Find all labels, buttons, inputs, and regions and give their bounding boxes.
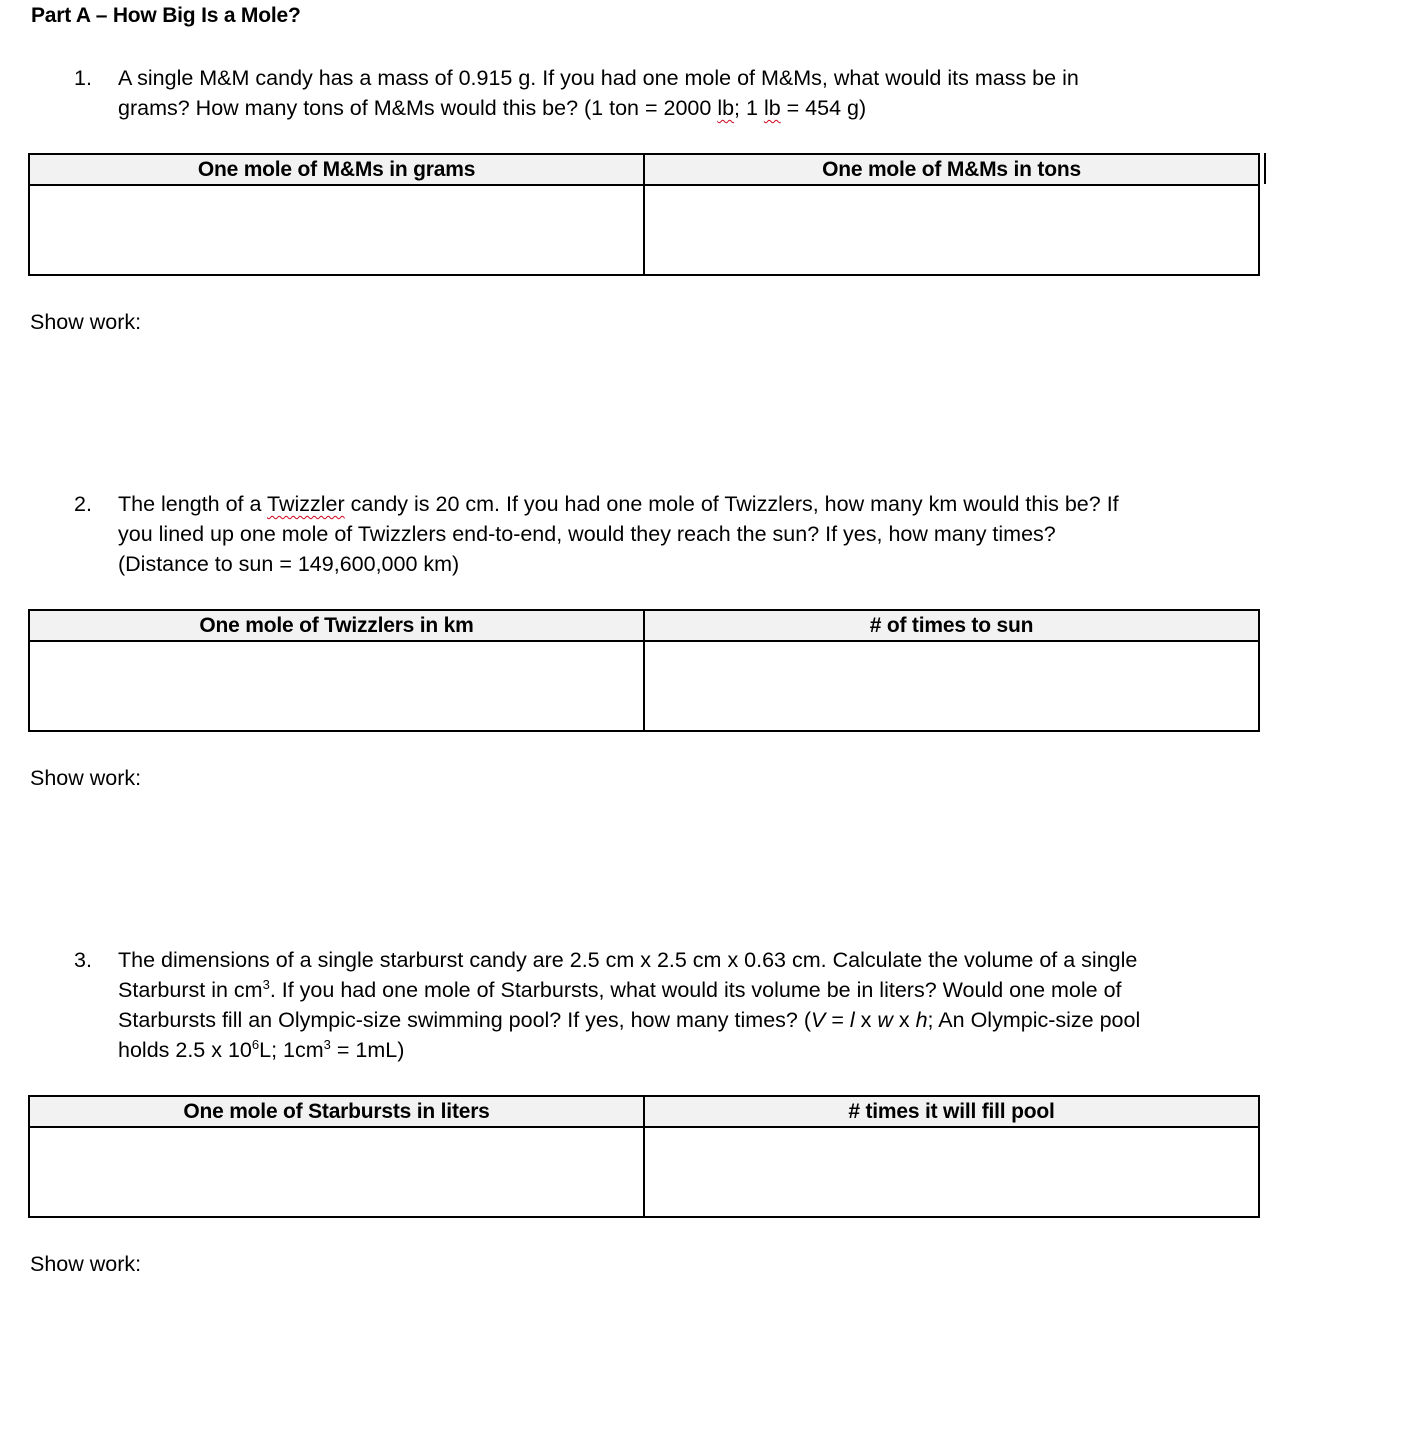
text-run: Starburst in cm — [118, 978, 263, 1002]
answer-table-2 — [28, 609, 1260, 732]
question-text — [118, 945, 1274, 1065]
show-work-label: Show work: — [30, 310, 142, 334]
formula-var: h — [915, 1008, 928, 1032]
superscript: 6 — [251, 1037, 260, 1052]
table-header-cell: # times it will fill pool — [644, 1096, 1259, 1127]
question-line — [118, 1005, 1274, 1035]
superscript: 3 — [323, 1037, 331, 1052]
text-run: Starbursts fill an Olympic-size swimming pool? If yes, how many times? ( — [118, 1008, 811, 1032]
text-run: x — [892, 1008, 916, 1032]
text-run: = 1mL) — [330, 1038, 405, 1062]
superscript: 3 — [262, 977, 270, 992]
question-text — [118, 489, 1274, 579]
question-number: 1. — [74, 66, 92, 90]
text-run: candy is 20 cm. If you had one mole of Twizzlers, how many km would this be? If — [344, 492, 1119, 516]
spellcheck-word: lb — [717, 96, 735, 120]
question-3 — [74, 945, 1274, 1065]
question-number: 2. — [74, 492, 92, 516]
spellcheck-word: lb — [763, 96, 781, 120]
formula-var: w — [877, 1008, 893, 1032]
answer-cell-grams[interactable] — [29, 185, 644, 275]
text-run: = 454 g) — [780, 96, 867, 120]
show-work-label: Show work: — [30, 766, 142, 790]
text-run: ; 1 — [734, 96, 764, 120]
question-line — [118, 489, 1274, 519]
question-line: you lined up one mole of Twizzlers end-to-end, would they reach the sun? If yes, how many times? — [118, 522, 1056, 546]
formula-var: l — [849, 1008, 855, 1032]
question-1 — [74, 63, 1274, 123]
question-line — [118, 975, 1274, 1005]
question-line: The dimensions of a single starburst candy are 2.5 cm x 2.5 cm x 0.63 cm. Calculate the volume of a single — [118, 948, 1138, 972]
text-run: ; An Olympic-size pool — [927, 1008, 1141, 1032]
spellcheck-word: Twizzler — [267, 492, 345, 516]
question-2 — [74, 489, 1274, 579]
answer-cell-times-fill-pool[interactable] — [644, 1127, 1259, 1217]
answer-table-1 — [28, 153, 1260, 276]
show-work-label: Show work: — [30, 1252, 142, 1276]
table-border-artifact — [1264, 153, 1266, 184]
answer-cell-km[interactable] — [29, 641, 644, 731]
text-run: . If you had one mole of Starbursts, what would its volume be in liters? Would one mole of — [269, 978, 1122, 1002]
table-header-cell: One mole of Twizzlers in km — [29, 610, 644, 641]
answer-table-3 — [28, 1095, 1260, 1218]
answer-cell-liters[interactable] — [29, 1127, 644, 1217]
text-run: holds 2.5 x 10 — [118, 1038, 252, 1062]
table-header-cell: One mole of M&Ms in tons — [644, 154, 1259, 185]
text-run: L; 1cm — [259, 1038, 324, 1062]
answer-cell-tons[interactable] — [644, 185, 1259, 275]
question-line — [118, 1035, 1274, 1065]
formula-var: V — [811, 1008, 826, 1032]
question-line: A single M&M candy has a mass of 0.915 g. If you had one mole of M&Ms, what would its mass be in — [118, 66, 1079, 90]
text-run: The length of a — [118, 492, 268, 516]
table-header-cell: One mole of M&Ms in grams — [29, 154, 644, 185]
page-heading: Part A – How Big Is a Mole? — [31, 4, 301, 27]
text-run: grams? How many tons of M&Ms would this be? (1 ton = 2000 — [118, 96, 718, 120]
text-run: x — [854, 1008, 878, 1032]
text-run: = — [825, 1008, 850, 1032]
answer-cell-times-to-sun[interactable] — [644, 641, 1259, 731]
table-header-cell: One mole of Starbursts in liters — [29, 1096, 644, 1127]
question-number: 3. — [74, 948, 92, 972]
question-line: (Distance to sun = 149,600,000 km) — [118, 552, 460, 576]
question-text — [118, 63, 1274, 123]
table-header-cell: # of times to sun — [644, 610, 1259, 641]
question-line — [118, 93, 1274, 123]
